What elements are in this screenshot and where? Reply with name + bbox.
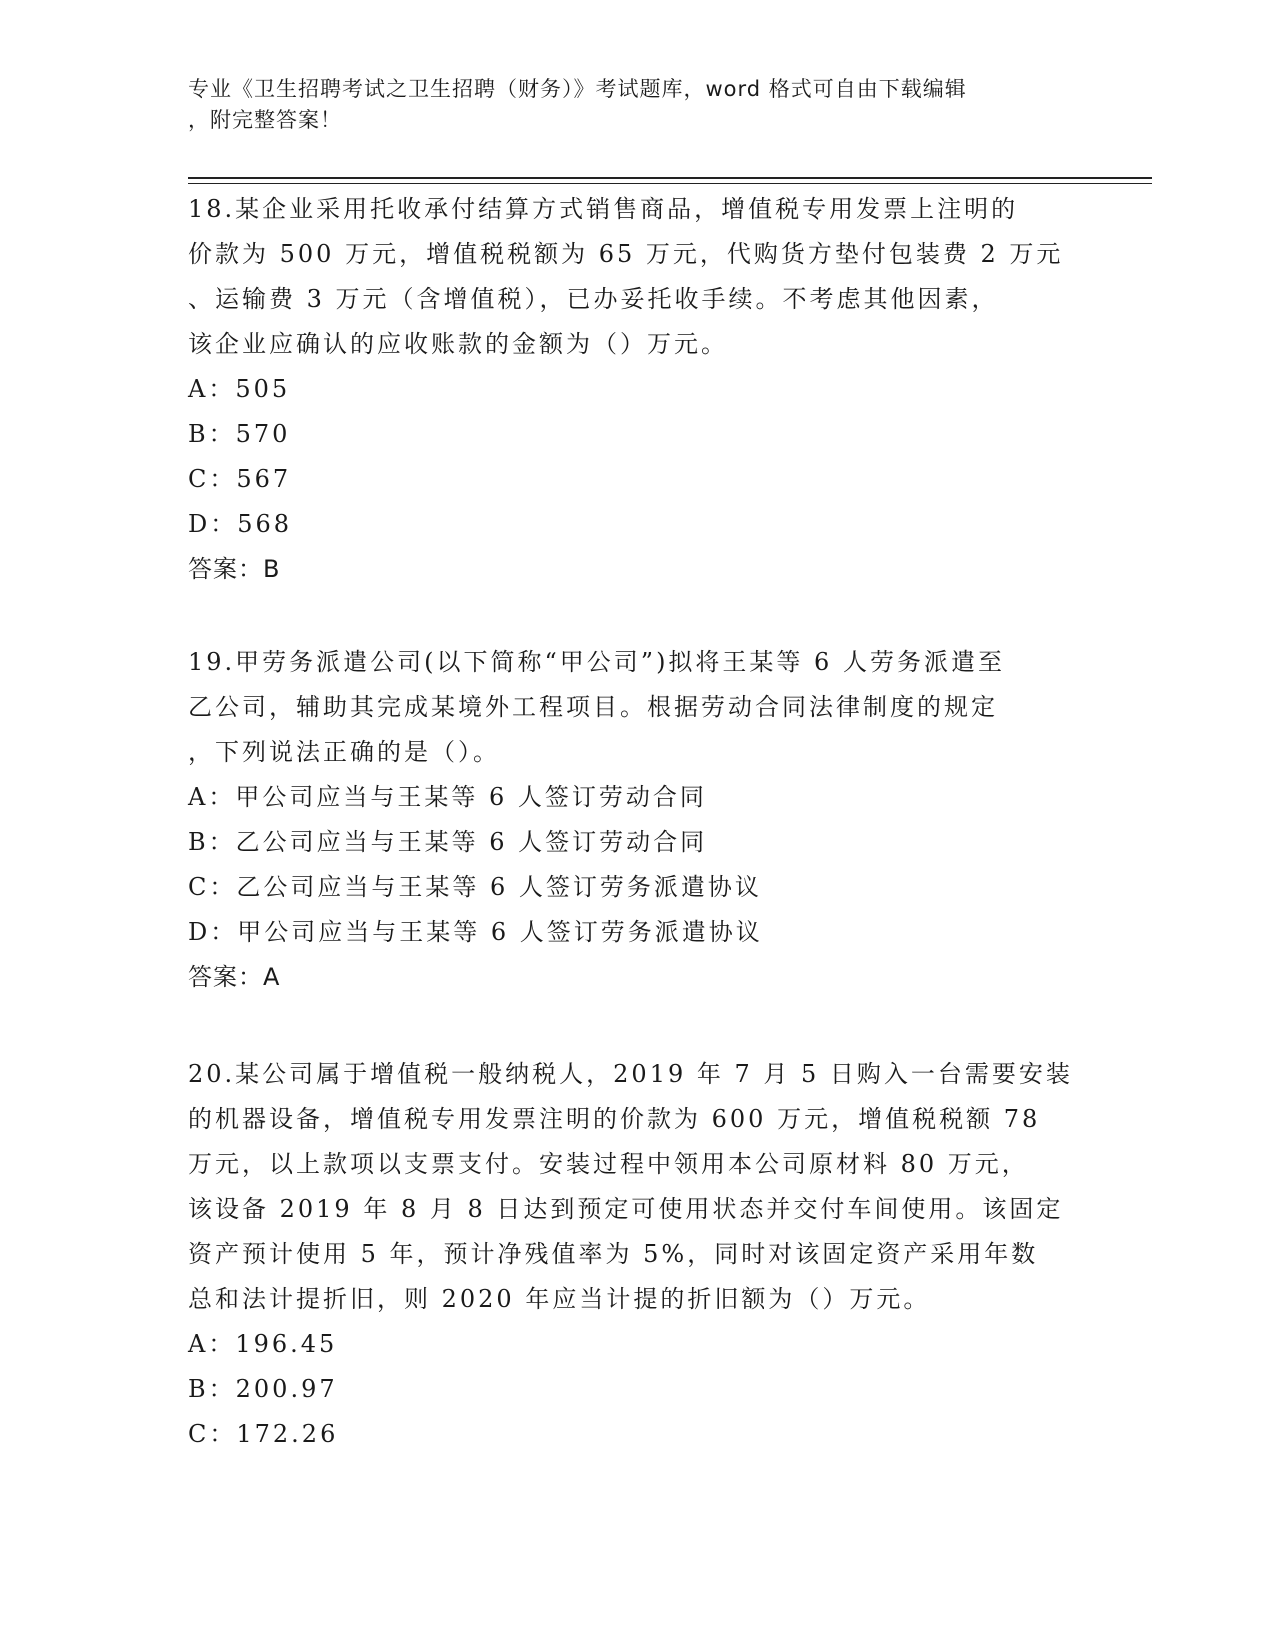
option-b: B：乙公司应当与王某等 6 人签订劳动合同 [188,828,708,856]
option-b: B：570 [188,420,291,448]
option-b: B：200.97 [188,1375,338,1403]
option-d: D：甲公司应当与王某等 6 人签订劳务派遣协议 [188,918,763,946]
option-c: C：567 [188,465,292,493]
header-divider-thin [188,183,1152,184]
option-a: A：196.45 [188,1330,338,1358]
header-line: 专业《卫生招聘考试之卫生招聘（财务）》考试题库，word 格式可自由下载编辑 [188,77,967,101]
question-text-line: 的机器设备，增值税专用发票注明的价款为 600 万元，增值税税额 78 [188,1105,1041,1133]
question-19 [188,640,1088,1000]
document-header [188,74,1068,136]
question-text-line: ，下列说法正确的是（）。 [188,738,500,766]
answer-line: 答案：A [188,963,281,991]
question-text-line: 价款为 500 万元，增值税税额为 65 万元，代购货方垫付包装费 2 万元 [188,240,1064,268]
question-text-line: 该设备 2019 年 8 月 8 日达到预定可使用状态并交付车间使用。该固定 [188,1195,1064,1223]
option-d: D：568 [188,510,293,538]
question-18 [188,187,1088,592]
question-20 [188,1052,1088,1457]
question-text-line: 18.某企业采用托收承付结算方式销售商品，增值税专用发票上注明的 [188,195,1019,223]
header-line: ，附完整答案！ [188,108,342,132]
option-a: A：甲公司应当与王某等 6 人签订劳动合同 [188,783,707,811]
answer-line: 答案：B [188,555,281,583]
question-text-line: 19.甲劳务派遣公司(以下简称“甲公司”)拟将王某等 6 人劳务派遣至 [188,648,1005,676]
option-c: C：乙公司应当与王某等 6 人签订劳务派遣协议 [188,873,762,901]
option-a: A：505 [188,375,291,403]
question-text-line: 该企业应确认的应收账款的金额为（）万元。 [188,330,728,358]
question-text-line: 万元，以上款项以支票支付。安装过程中领用本公司原材料 80 万元， [188,1150,1029,1178]
question-text-line: 乙公司，辅助其完成某境外工程项目。根据劳动合同法律制度的规定 [188,693,998,721]
header-divider-thick [188,177,1152,179]
question-text-line: 资产预计使用 5 年，预计净残值率为 5%，同时对该固定资产采用年数 [188,1240,1039,1268]
option-c: C：172.26 [188,1420,339,1448]
question-text-line: 、运输费 3 万元（含增值税），已办妥托收手续。不考虑其他因素， [188,285,999,313]
question-text-line: 20.某公司属于增值税一般纳税人，2019 年 7 月 5 日购入一台需要安装 [188,1060,1073,1088]
question-text-line: 总和法计提折旧，则 2020 年应当计提的折旧额为（）万元。 [188,1285,931,1313]
